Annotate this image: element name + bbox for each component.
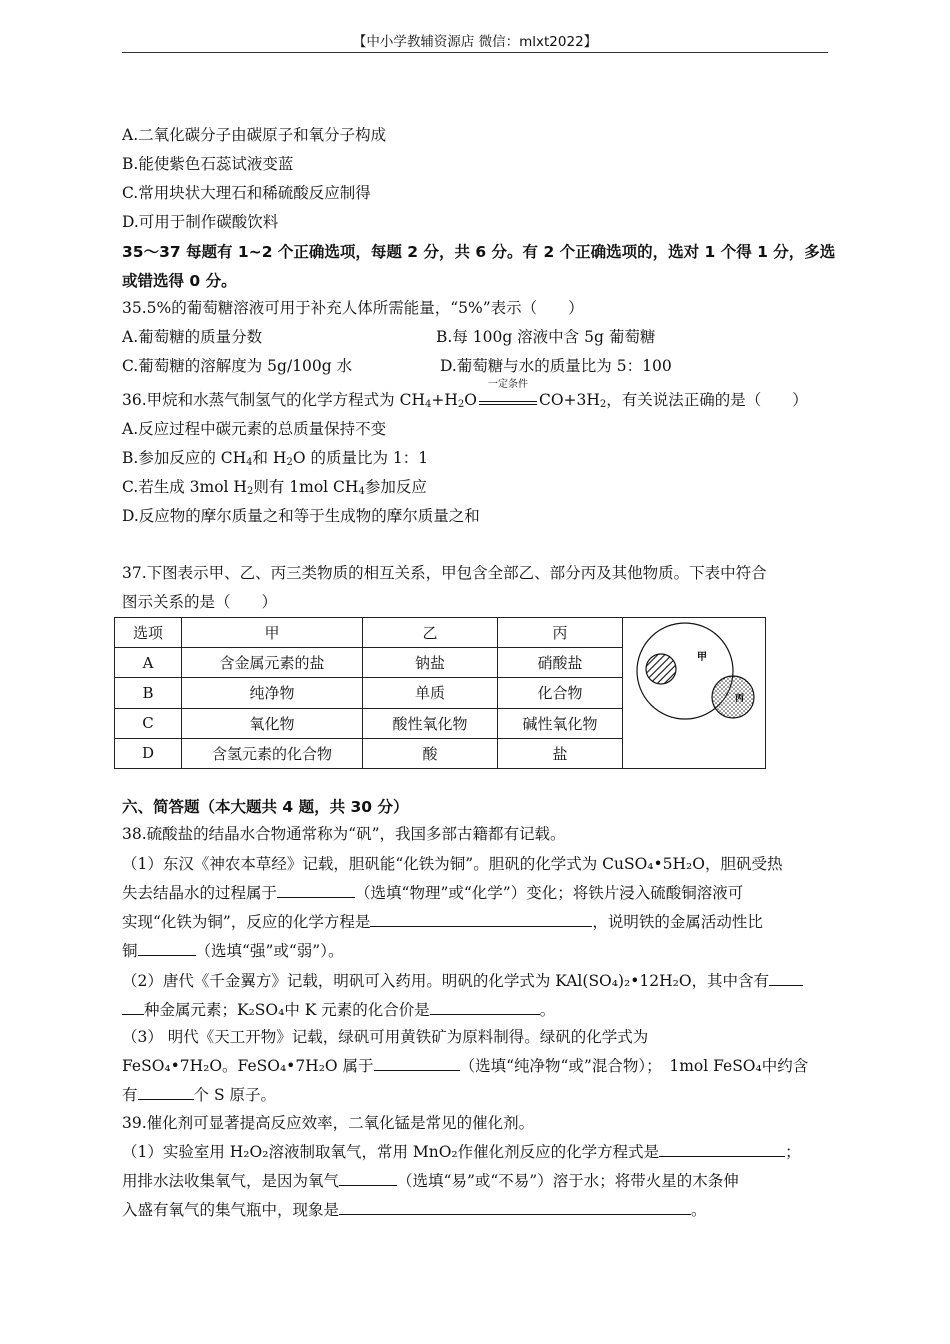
hatched-circle-yi [646, 654, 676, 684]
answer-blank[interactable] [659, 1142, 785, 1157]
q34-option-b: B.能使紫色石蕊试液变蓝 [122, 155, 294, 173]
q35-option-c: C.葡萄糖的溶解度为 5g/100g 水 [122, 357, 353, 375]
table-header-row [115, 618, 766, 648]
q34-option-a: A.二氧化碳分子由碳原子和氧分子构成 [122, 126, 387, 144]
answer-blank[interactable] [430, 1000, 540, 1015]
q38-p1-line3: 实现“化铁为铜”，反应的化学方程是 ，说明铁的金属活动性比 [122, 913, 763, 931]
answer-blank[interactable] [122, 1000, 144, 1015]
answer-blank[interactable] [374, 1056, 460, 1071]
q38-p2-line2: 种金属元素；K₂SO₄中 K 元素的化合价是 。 [122, 1000, 555, 1020]
q38-p2-line1: （2）唐代《千金翼方》记载，明矾可入药用。明矾的化学式为 KAl(SO₄)₂•12H₂O，其中含有 [122, 971, 803, 991]
answer-blank[interactable] [339, 1171, 397, 1186]
q38-p1-line4: 铜 （选填“强”或“弱”）。 [122, 942, 344, 960]
q37-stem-line1: 37.下图表示甲、乙、丙三类物质的相互关系，甲包含全部乙、部分丙及其他物质。下表中符合 [122, 564, 767, 582]
label-bing: 丙 [735, 694, 745, 704]
answer-blank[interactable] [138, 1085, 194, 1100]
q36-stem: 36.甲烷和水蒸气制氢气的化学方程式为 $CH_4+H_2O$ 一定条件 $CO+3H_2$，有关说法正确的是（ ） [122, 379, 808, 410]
q35-option-b: B.每 100g 溶液中含 5g 葡萄糖 [436, 328, 656, 346]
q39-stem: 39.催化剂可显著提高反应效率，二氧化锰是常见的催化剂。 [122, 1114, 535, 1132]
q38-p3-line3: 有 个 S 原子。 [122, 1086, 276, 1104]
answer-blank[interactable] [277, 883, 355, 898]
answer-blank[interactable] [769, 971, 803, 986]
q38-p1-line2: 失去结晶水的过程属于 （选填“物理”或“化学”）变化；将铁片浸入硫酸铜溶液可 [122, 884, 744, 902]
table-header-cell: 丙 [498, 618, 623, 648]
q38-p1-line1: （1）东汉《神农本草经》记载，胆矾能“化铁为铜”。胆矾的化学式为 CuSO₄•5H₂O，胆矾受热 [122, 855, 783, 873]
label-jia: 甲 [697, 652, 707, 663]
answer-blank[interactable] [339, 1200, 691, 1215]
reaction-condition: 一定条件 [479, 391, 537, 405]
q38-stem: 38.硫酸盐的结晶水合物通常称为“矾”，我国多部古籍都有记载。 [122, 825, 566, 843]
table-row: C 氧化物 酸性氧化物 碱性氧化物 [115, 708, 766, 738]
table-row: D 含氢元素的化合物 酸 盐 [115, 738, 766, 768]
table-header-cell: 乙 [363, 618, 498, 648]
q38-p3-line2: FeSO₄•7H₂O。FeSO₄•7H₂O 属于 （选填“纯净物“或”混合物）； 1mol FeSO₄中约含 [122, 1057, 809, 1075]
q36-option-d: D.反应物的摩尔质量之和等于生成物的摩尔质量之和 [122, 507, 480, 525]
dotted-circle-bing [712, 676, 754, 718]
q39-p1-line3: 入盛有氧气的集气瓶中，现象是 。 [122, 1201, 707, 1219]
q35-stem: 35.5%的葡萄糖溶液可用于补充人体所需能量，“5%”表示（ ） [122, 299, 584, 317]
section-note-line2: 或错选得 0 分。 [122, 272, 237, 290]
q39-p1-line2: 用排水法收集氧气，是因为氧气 （选填“易”或“不易”）溶于水；将带火星的木条伸 [122, 1172, 739, 1190]
answer-blank[interactable] [370, 912, 592, 927]
q36-option-c: C.若生成 3mol $H_2$则有 1mol $CH_4$参加反应 [122, 478, 427, 497]
answer-blank[interactable] [138, 941, 196, 956]
table-row: A 含金属元素的盐 钠盐 硝酸盐 [115, 648, 766, 678]
page-header: 【中小学教辅资源店 微信：mlxt2022】 [122, 30, 828, 53]
venn-diagram [623, 618, 765, 764]
venn-diagram-cell [623, 618, 766, 769]
table-header-cell: 甲 [182, 618, 363, 648]
q35-option-d: D.葡萄糖与水的质量比为 5：100 [440, 357, 672, 375]
q34-option-c: C.常用块状大理石和稀硫酸反应制得 [122, 184, 371, 202]
table-row: B 纯净物 单质 化合物 [115, 678, 766, 708]
q35-option-a: A.葡萄糖的质量分数 [122, 328, 263, 346]
q39-p1-line1: （1）实验室用 H₂O₂溶液制取氧气，常用 MnO₂作催化剂反应的化学方程式是 ； [122, 1143, 801, 1161]
q38-p3-line1: （3） 明代《天工开物》记载，绿矾可用黄铁矿为原料制得。绿矾的化学式为 [122, 1028, 649, 1046]
q37-stem-line2: 图示关系的是（ ） [122, 593, 278, 611]
q37-table [114, 617, 766, 769]
section6-title: 六、简答题（本大题共 4 题，共 30 分） [122, 798, 409, 816]
q36-option-a: A.反应过程中碳元素的总质量保持不变 [122, 420, 387, 438]
q36-option-b: B.参加反应的 $CH_4$和 $H_2O$ 的质量比为 1：1 [122, 449, 429, 468]
section-note-line1: 35～37 每题有 1~2 个正确选项，每题 2 分，共 6 分。有 2 个正确选项的，选对 1 个得 1 分，多选 [122, 243, 836, 261]
table-header-cell: 选项 [115, 618, 182, 648]
q34-option-d: D.可用于制作碳酸饮料 [122, 213, 279, 231]
